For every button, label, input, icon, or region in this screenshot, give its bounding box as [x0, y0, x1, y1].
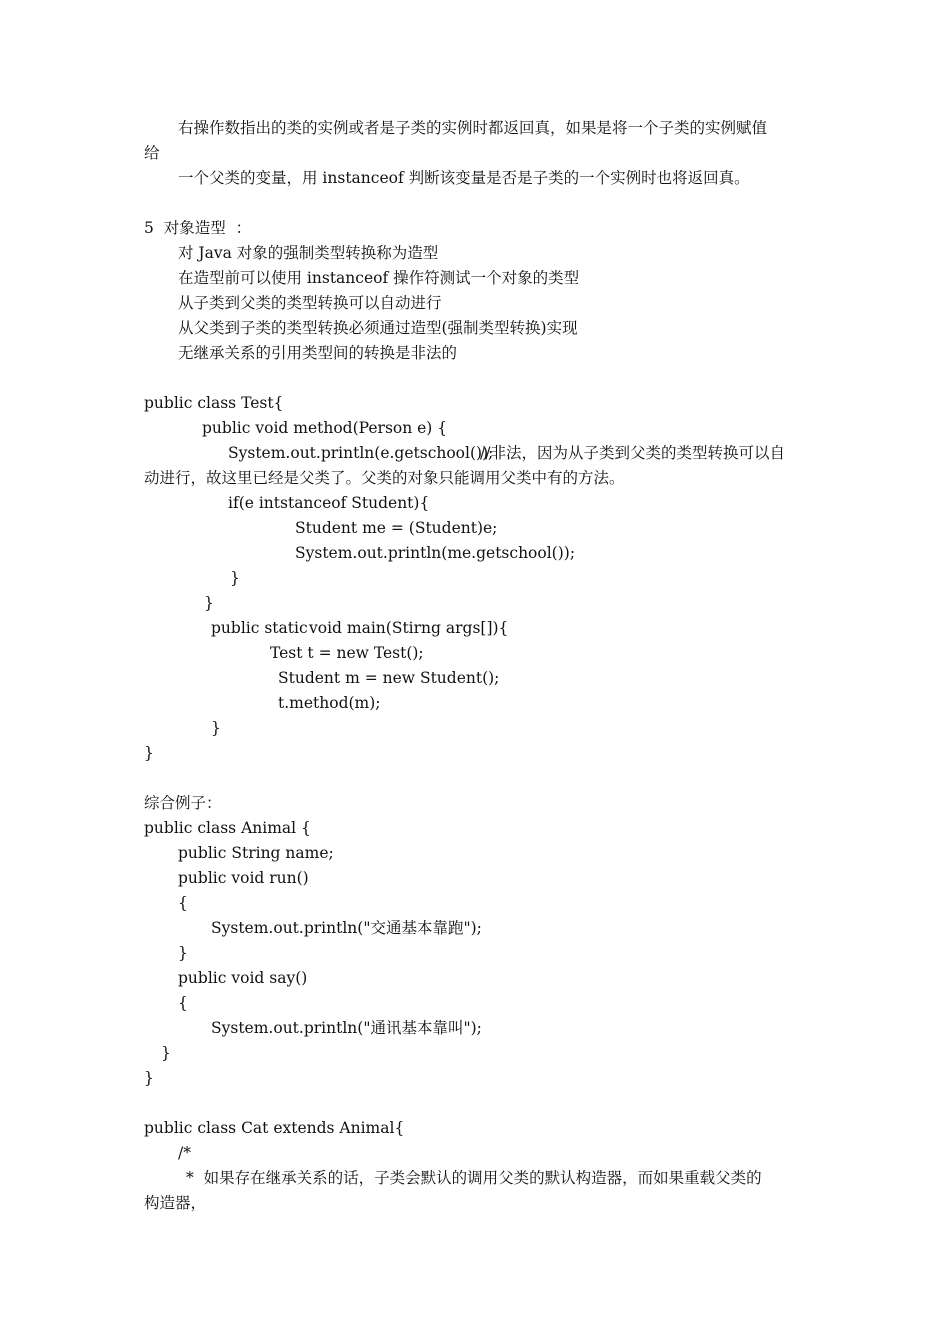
- text-line: 无继承关系的引用类型间的转换是非法的: [178, 344, 458, 362]
- code-line: void main(Stirng args[]){: [309, 619, 509, 637]
- code-line: public class Cat extends Animal{: [144, 1119, 405, 1137]
- code-line: Student m = new Student();: [278, 669, 500, 687]
- code-line: public void run(): [178, 869, 309, 887]
- text-line: 给: [144, 144, 160, 162]
- code-line: t.method(m);: [278, 694, 381, 712]
- code-comment: 构造器，: [144, 1194, 207, 1212]
- code-line: Student me = (Student)e;: [295, 519, 498, 537]
- text-line: 右操作数指出的类的实例或者是子类的实例时都返回真，如果是将一个子类的实例赋值: [178, 119, 768, 137]
- code-line: System.out.println("通讯基本靠叫");: [211, 1019, 482, 1037]
- text-line: 从子类到父类的类型转换可以自动进行: [178, 294, 442, 312]
- text-line: 在造型前可以使用 instanceof 操作符测试一个对象的类型: [178, 269, 580, 287]
- code-line: public void say(): [178, 969, 308, 987]
- code-line: Test t = new Test();: [270, 644, 424, 662]
- text-line: 对 Java 对象的强制类型转换称为造型: [178, 244, 439, 262]
- code-line: public class Test{: [144, 394, 284, 412]
- code-line: System.out.println(me.getschool());: [295, 544, 576, 562]
- code-line: }: [144, 744, 154, 762]
- code-line: if(e intstanceof Student){: [228, 494, 430, 512]
- code-line: }: [178, 944, 188, 962]
- code-line: {: [178, 894, 188, 912]
- code-line: }: [161, 1044, 171, 1062]
- code-line: System.out.println(e.getschool());: [228, 444, 494, 462]
- code-line: }: [144, 1069, 154, 1087]
- code-line: public static: [211, 619, 308, 637]
- section-heading: 综合例子：: [144, 794, 222, 812]
- code-comment: * 如果存在继承关系的话，子类会默认的调用父类的默认构造器，而如果重载父类的: [186, 1169, 762, 1187]
- code-comment: 动进行，故这里已经是父类了。父类的对象只能调用父类中有的方法。: [144, 469, 625, 487]
- code-line: public class Animal {: [144, 819, 311, 837]
- code-line: public void method(Person e) {: [202, 419, 448, 437]
- section-heading: 5 对象造型 ：: [144, 219, 252, 237]
- code-comment: //非法，因为从子类到父类的类型转换可以自: [480, 444, 785, 462]
- code-line: System.out.println("交通基本靠跑");: [211, 919, 482, 937]
- code-comment: /*: [178, 1144, 191, 1162]
- code-line: }: [211, 719, 221, 737]
- code-line: }: [230, 569, 240, 587]
- code-line: {: [178, 994, 188, 1012]
- text-line: 一个父类的变量，用 instanceof 判断该变量是否是子类的一个实例时也将返回真。: [178, 169, 750, 187]
- code-line: public String name;: [178, 844, 334, 862]
- code-line: }: [204, 594, 214, 612]
- text-line: 从父类到子类的类型转换必须通过造型(强制类型转换)实现: [178, 319, 578, 337]
